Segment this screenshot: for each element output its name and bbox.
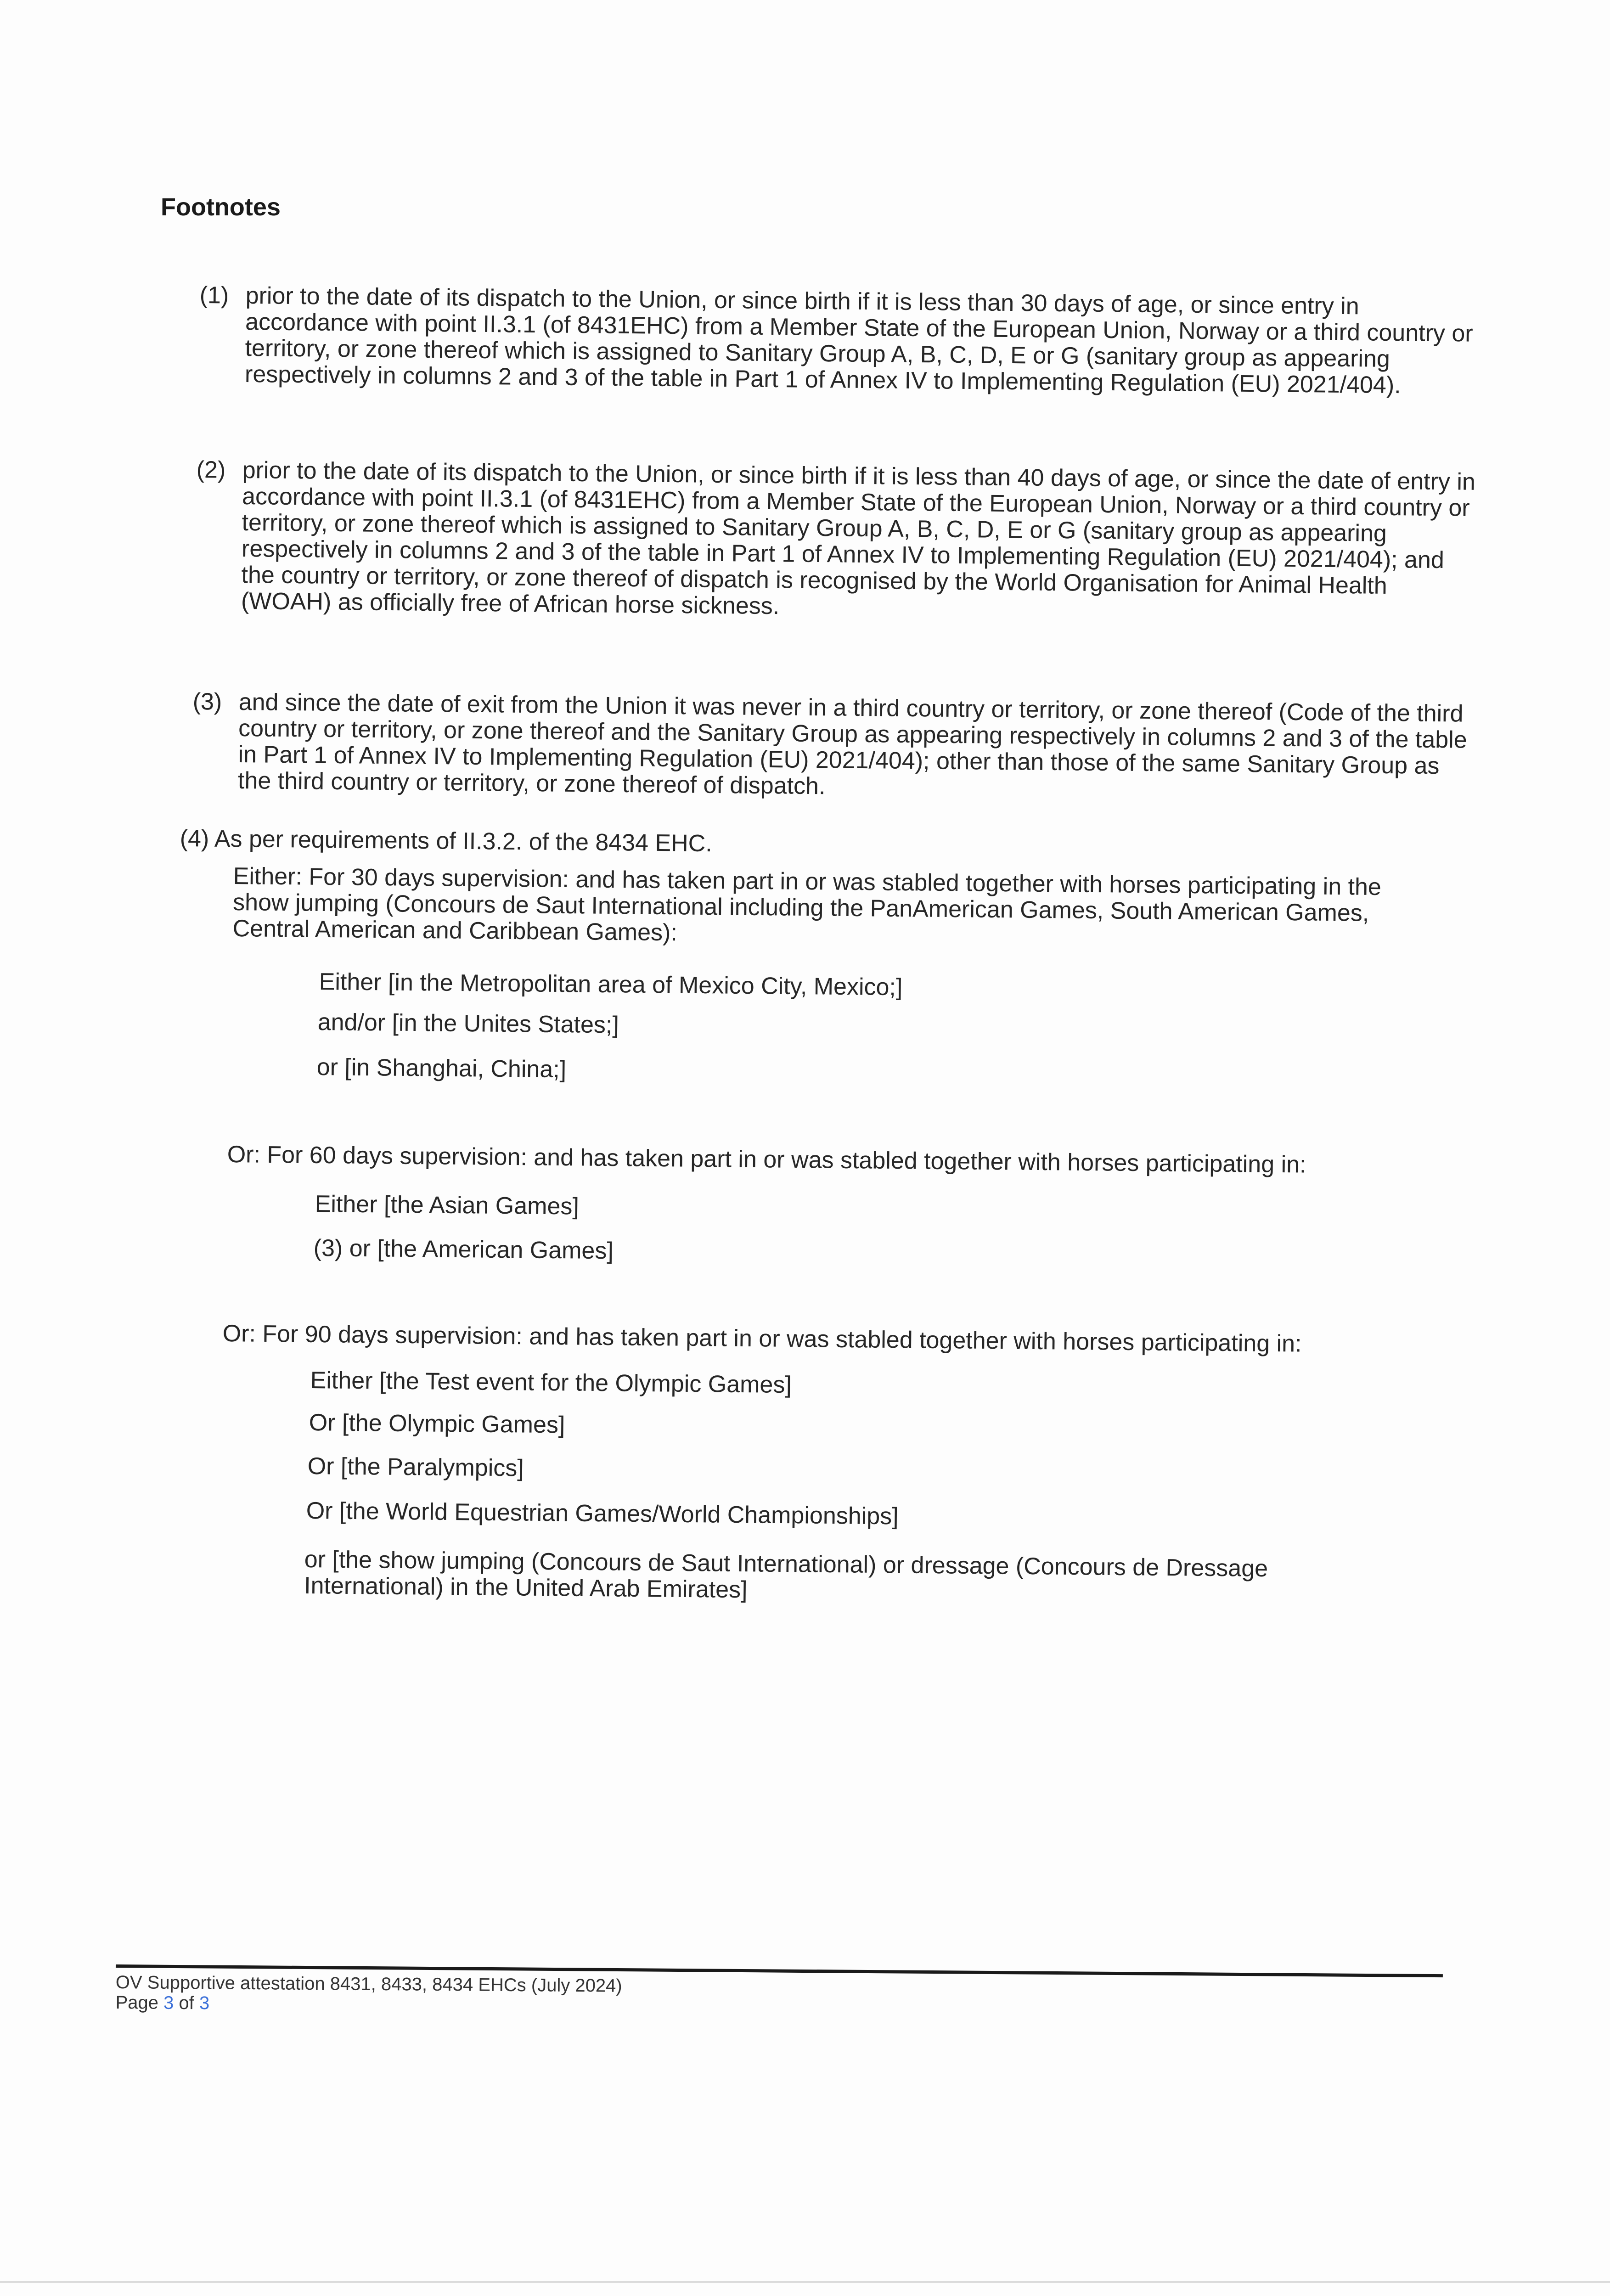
option-90-item-2: Or [the Olympic Games]	[309, 1409, 565, 1439]
footnote-1	[199, 282, 1476, 400]
footnote-4-intro: (4) As per requirements of II.3.2. of the 8434 EHC.	[180, 825, 712, 857]
footnote-number: (2)	[196, 456, 226, 484]
page-footer	[115, 1972, 622, 2016]
page-prefix: Page	[115, 1992, 159, 2013]
footer-title: OV Supportive attestation 8431, 8433, 8434 EHCs (July 2024)	[115, 1972, 622, 1996]
option-30-item-2: and/or [in the Unites States;]	[317, 1009, 619, 1039]
option-60-item-2: (3) or [the American Games]	[313, 1235, 614, 1265]
scan-bottom-edge	[0, 2281, 1610, 2283]
page-of: of	[179, 1992, 194, 2014]
option-90-item-1: Either [the Test event for the Olympic Games]	[310, 1367, 792, 1399]
option-60-days-text: Or: For 60 days supervision: and has taken part in or was stabled together with horses participating in:	[227, 1141, 1306, 1178]
option-30-item-1: Either [in the Metropolitan area of Mexico City, Mexico;]	[319, 968, 903, 1001]
footnote-number: (3)	[192, 688, 222, 715]
page-current[interactable]: 3	[163, 1992, 174, 2013]
option-90-days-text: Or: For 90 days supervision: and has taken part in or was stabled together with horses participating in:	[222, 1320, 1302, 1357]
option-90-item-5: or [the show jumping (Concours de Saut International) or dressage (Concours de Dressage International) in the United Arab Emirates]	[304, 1546, 1268, 1604]
footnote-text: prior to the date of its dispatch to the Union, or since birth if it is less than 30 days of age, or since entry in accordance with point II.3.1 (of 8431EHC) from a Member State of the European Union, Norway or a third country or territory, or zone thereof which is assigned to Sanitary Group A, B, C, D, E or G (sanitary group as appearing respectively in columns 2 and 3 of the table in Part 1 of Annex IV to Implementing Regulation (EU) 2021/404).	[244, 282, 1473, 399]
footnote-3	[192, 689, 1479, 806]
footnote-number: (1)	[199, 282, 229, 309]
page-total[interactable]: 3	[199, 1993, 210, 2014]
option-90-item-4: Or [the World Equestrian Games/World Championships]	[306, 1497, 899, 1530]
footnote-text: prior to the date of its dispatch to the Union, or since birth if it is less than 40 days of age, or since the date of entry in accordance with point II.3.1 (of 8431EHC) from a Member State of the European Union, Norway or a third country or territory, or zone thereof which is assigned to Sanitary Group A, B, C, D, E or G (sanitary group as appearing respectively in columns 2 and 3 of the table in Part 1 of Annex IV to Implementing Regulation (EU) 2021/404); and the country or territory, or zone thereof of dispatch is recognised by the World Organisation for Animal Health (WOAH) as officially free of African horse sickness.	[241, 456, 1476, 620]
option-90-item-3: Or [the Paralympics]	[307, 1453, 524, 1482]
option-60-item-1: Either [the Asian Games]	[315, 1191, 580, 1220]
option-30-item-3: or [in Shanghai, China;]	[316, 1054, 567, 1083]
footnote-text: and since the date of exit from the Union it was never in a third country or territory, or zone thereof (Code of the third country or territory, or zone thereof and the Sanitary Group as appearing respectively in columns 2 and 3 of the table in Part 1 of Annex IV to Implementing Regulation (EU) 2021/404); other than those of the same Sanitary Group as the third country or territory, or zone thereof of dispatch.	[237, 688, 1467, 800]
option-30-days-text: Either: For 30 days supervision: and has taken part in or was stabled together with horses participating in the show jumping (Concours de Saut International including the PanAmerican Games, South American Games, Central American and Caribbean Games):	[232, 863, 1382, 946]
footnote-2	[195, 457, 1478, 626]
footnotes-heading: Footnotes	[161, 193, 281, 221]
page-number	[115, 1992, 622, 2016]
